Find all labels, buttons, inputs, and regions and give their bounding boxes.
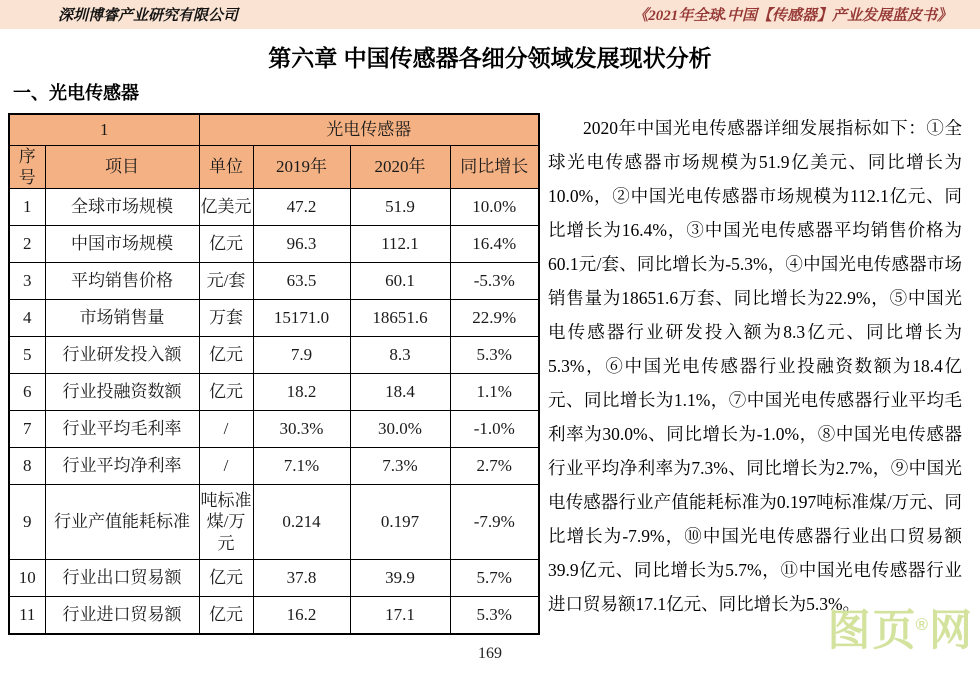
watermark-logo	[827, 607, 974, 655]
table-cell: 行业出口贸易额	[45, 560, 199, 597]
table-cell: 元/套	[199, 263, 253, 300]
table-cell: 22.9%	[450, 300, 539, 337]
table-cell: 亿元	[199, 560, 253, 597]
table-cell: 5	[9, 337, 45, 374]
column-header-2020: 2020年	[350, 145, 450, 189]
table-cell: 16.4%	[450, 226, 539, 263]
table-cell: 63.5	[253, 263, 350, 300]
table-cell: /	[199, 411, 253, 448]
table-row	[9, 448, 539, 485]
table-cell: 18651.6	[350, 300, 450, 337]
table-cell: 16.2	[253, 597, 350, 634]
table-cell: 平均销售价格	[45, 263, 199, 300]
table-row	[9, 263, 539, 300]
table-cell: 112.1	[350, 226, 450, 263]
table-cell: 30.0%	[350, 411, 450, 448]
table-cell: 行业平均毛利率	[45, 411, 199, 448]
table-row	[9, 226, 539, 263]
sensor-table-wrap	[8, 113, 540, 635]
table-cell: 10.0%	[450, 189, 539, 226]
book-title: 《2021年全球.中国【传感器】产业发展蓝皮书》	[633, 8, 952, 24]
table-row	[9, 597, 539, 634]
table-cell: 7	[9, 411, 45, 448]
column-header-seq: 序号	[9, 145, 45, 189]
table-cell: 18.2	[253, 374, 350, 411]
table-cell: 15171.0	[253, 300, 350, 337]
table-cell: 8	[9, 448, 45, 485]
table-cell: 行业进口贸易额	[45, 597, 199, 634]
section-title: 一、光电传感器	[13, 83, 139, 103]
table-cell: 市场销售量	[45, 300, 199, 337]
table-cell: 18.4	[350, 374, 450, 411]
table-cell: 行业投融资数额	[45, 374, 199, 411]
table-cell: -5.3%	[450, 263, 539, 300]
table-span-number: 1	[9, 114, 199, 145]
table-cell: 1.1%	[450, 374, 539, 411]
table-cell: 5.3%	[450, 597, 539, 634]
table-cell: 7.1%	[253, 448, 350, 485]
chapter-title: 第六章 中国传感器各细分领域发展现状分析	[268, 45, 712, 71]
table-cell: /	[199, 448, 253, 485]
column-header-unit: 单位	[199, 145, 253, 189]
table-row	[9, 189, 539, 226]
table-cell: 47.2	[253, 189, 350, 226]
analysis-paragraph: 2020年中国光电传感器详细发展指标如下：①全球光电传感器市场规模为51.9亿美元、同比增长为10.0%，②中国光电传感器市场规模为112.1亿元、同比增长为16.4%，③中国光电传感器平均销售价格为60.1元/套、同比增长为-5.3%，④中国光电传感器市场销售量为18651.6万套、同比增长为22.9%，⑤中国光电传感器行业研发投入额为8.3亿元、同比增长为5.3%，⑥中国光电传感器行业投融资数额为18.4亿元、同比增长为1.1%，⑦中国光电传感器行业平均毛利率为30.0%、同比增长为-1.0%，⑧中国光电传感器行业平均净利率为7.3%、同比增长为2.7%，⑨中国光电传感器行业产值能耗标准为0.197吨标准煤/万元、同比增长为-7.9%，⑩中国光电传感器行业出口贸易额39.9亿元、同比增长为5.7%，⑪中国光电传感器行业进口贸易额17.1亿元、同比增长为5.3%。	[548, 118, 962, 614]
column-header-item: 项目	[45, 145, 199, 189]
page-number: 169	[478, 645, 502, 662]
table-span-title: 光电传感器	[199, 114, 539, 145]
table-cell: 亿元	[199, 374, 253, 411]
table-cell: 中国市场规模	[45, 226, 199, 263]
table-cell: 7.3%	[350, 448, 450, 485]
table-row	[9, 300, 539, 337]
table-row	[9, 337, 539, 374]
table-cell: -1.0%	[450, 411, 539, 448]
table-cell: 7.9	[253, 337, 350, 374]
column-header-growth: 同比增长	[450, 145, 539, 189]
table-cell: 5.7%	[450, 560, 539, 597]
sensor-table-body	[9, 114, 539, 634]
table-cell: 30.3%	[253, 411, 350, 448]
table-cell: 2.7%	[450, 448, 539, 485]
table-cell: 51.9	[350, 189, 450, 226]
table-cell: 亿元	[199, 597, 253, 634]
table-cell: 行业产值能耗标准	[45, 485, 199, 560]
page-header-band	[0, 0, 980, 29]
table-cell: 17.1	[350, 597, 450, 634]
table-cell: 全球市场规模	[45, 189, 199, 226]
table-cell: 亿美元	[199, 189, 253, 226]
table-cell: 0.214	[253, 485, 350, 560]
table-cell: -7.9%	[450, 485, 539, 560]
table-cell: 6	[9, 374, 45, 411]
table-column-header-row	[9, 145, 539, 189]
column-header-2019: 2019年	[253, 145, 350, 189]
table-cell: 96.3	[253, 226, 350, 263]
table-row	[9, 485, 539, 560]
table-cell: 吨标准煤/万元	[199, 485, 253, 560]
table-cell: 0.197	[350, 485, 450, 560]
table-cell: 9	[9, 485, 45, 560]
table-cell: 39.9	[350, 560, 450, 597]
table-cell: 4	[9, 300, 45, 337]
table-cell: 亿元	[199, 226, 253, 263]
table-row	[9, 411, 539, 448]
table-cell: 5.3%	[450, 337, 539, 374]
table-cell: 2	[9, 226, 45, 263]
table-cell: 亿元	[199, 337, 253, 374]
registered-trademark-icon: ®	[915, 614, 928, 634]
table-cell: 行业研发投入额	[45, 337, 199, 374]
watermark-text-left: 图页	[827, 607, 918, 655]
table-cell: 37.8	[253, 560, 350, 597]
watermark-text-right: 网	[929, 607, 974, 655]
table-cell: 60.1	[350, 263, 450, 300]
company-name: 深圳博睿产业研究有限公司	[58, 8, 239, 24]
table-row	[9, 374, 539, 411]
table-cell: 行业平均净利率	[45, 448, 199, 485]
sensor-table	[8, 113, 540, 635]
table-row	[9, 560, 539, 597]
table-cell: 8.3	[350, 337, 450, 374]
table-cell: 10	[9, 560, 45, 597]
table-cell: 11	[9, 597, 45, 634]
table-span-header-row	[9, 114, 539, 145]
table-cell: 万套	[199, 300, 253, 337]
table-cell: 1	[9, 189, 45, 226]
table-cell: 3	[9, 263, 45, 300]
